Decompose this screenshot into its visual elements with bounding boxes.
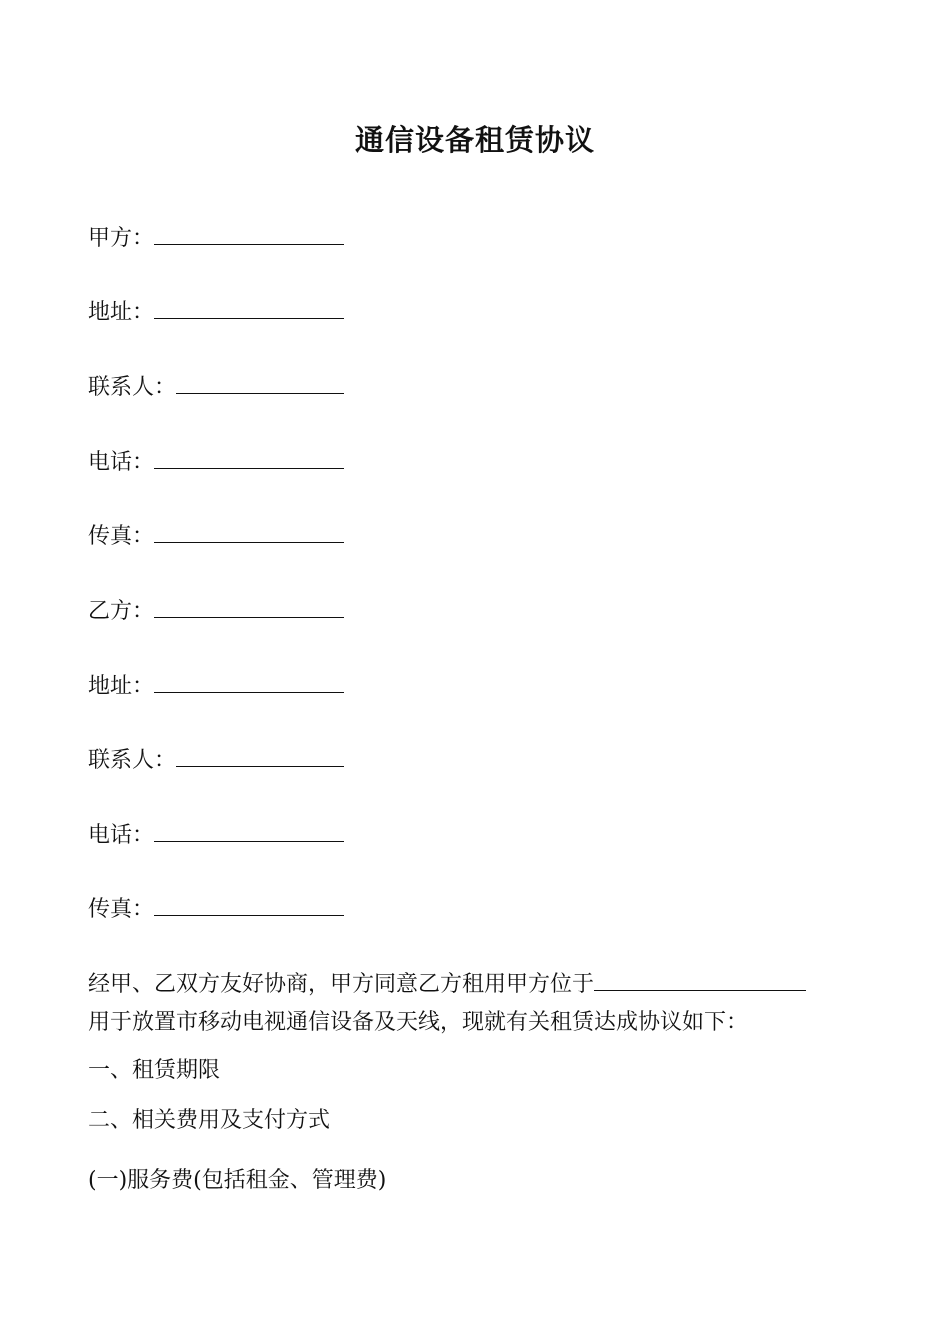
party-a-address-blank[interactable] (154, 296, 344, 319)
party-b-contact-field (88, 744, 344, 776)
party-a-contact-label: 联系人： (88, 375, 177, 400)
party-a-name-label: 甲方： (88, 226, 155, 251)
intro-line-2: 用于放置市移动电视通信设备及天线，现就有关租赁达成协议如下： (88, 1010, 749, 1035)
section-2-heading: 二、相关费用及支付方式 (88, 1108, 331, 1133)
party-b-contact-label: 联系人： (88, 748, 177, 773)
party-b-fax-blank[interactable] (154, 893, 344, 916)
section-1-heading: 一、租赁期限 (88, 1058, 221, 1083)
party-a-fax-field (88, 520, 344, 552)
intro-line-1-text: 经甲、乙双方友好协商，甲方同意乙方租用甲方位于 (88, 972, 595, 997)
party-a-fax-blank[interactable] (154, 520, 344, 543)
party-b-address-blank[interactable] (154, 670, 344, 693)
party-a-fax-label: 传真： (88, 524, 155, 549)
party-a-name-field (88, 222, 344, 254)
party-a-phone-field (88, 446, 344, 478)
document-title: 通信设备租赁协议 (354, 123, 595, 157)
party-a-phone-blank[interactable] (154, 446, 344, 469)
party-b-fax-label: 传真： (88, 897, 155, 922)
party-a-contact-blank[interactable] (176, 371, 344, 394)
subsection-1-heading: (一)服务费(包括租金、管理费) (88, 1168, 387, 1193)
party-b-fax-field (88, 893, 344, 925)
party-b-phone-blank[interactable] (154, 819, 344, 842)
intro-line-1 (88, 968, 806, 1000)
party-b-phone-label: 电话： (88, 823, 155, 848)
party-a-name-blank[interactable] (154, 222, 344, 245)
party-a-phone-label: 电话： (88, 450, 155, 475)
party-a-contact-field (88, 371, 344, 403)
party-b-name-blank[interactable] (154, 595, 344, 618)
party-b-address-label: 地址： (88, 674, 155, 699)
party-b-name-label: 乙方： (88, 599, 155, 624)
party-b-name-field (88, 595, 344, 627)
party-b-address-field (88, 670, 344, 702)
party-b-phone-field (88, 819, 344, 851)
intro-location-blank[interactable] (594, 968, 806, 991)
party-a-address-label: 地址： (88, 300, 155, 325)
party-b-contact-blank[interactable] (176, 744, 344, 767)
party-a-address-field (88, 296, 344, 328)
